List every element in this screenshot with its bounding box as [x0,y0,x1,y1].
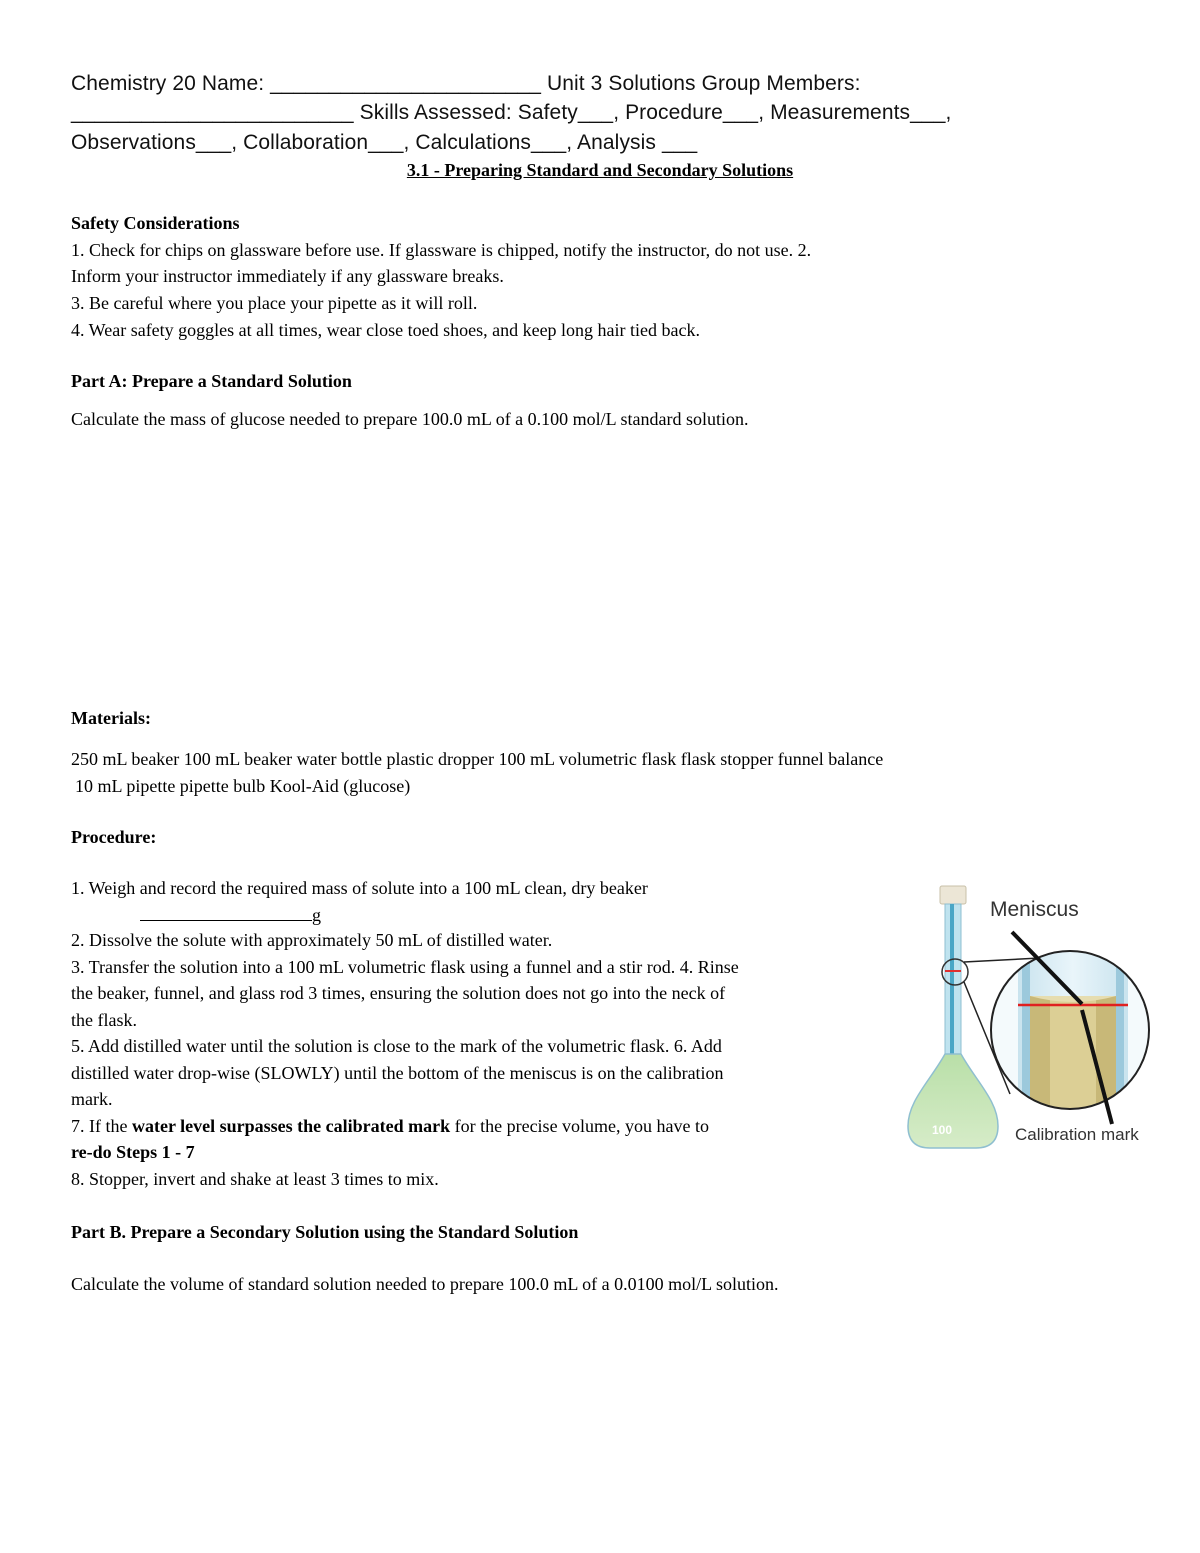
step-7-warning: water level surpasses the calibrated mark [131,1116,451,1136]
materials-line-2: 10 mL pipette pipette bulb Kool-Aid (glucose) [75,776,411,796]
header-line-3: Observations___, Collaboration___, Calculations___, Analysis ___ [71,131,698,154]
calibration-mark-label: Calibration mark [1015,1125,1139,1144]
neck-calibration-line [945,970,961,972]
flask-bulb-shape [908,1054,998,1148]
step-7-prefix: 7. If the [71,1116,132,1136]
step-7-suffix: for the precise volume, you have to [450,1116,710,1136]
header-line-1: Chemistry 20 Name: _______________________ Unit 3 Solutions Group Members: [71,72,861,95]
procedure-step-5-line-2: distilled water drop-wise (SLOWLY) until the bottom of the meniscus is on the calibration [71,1063,724,1083]
safety-line-3: 3. Be careful where you place your pipette as it will roll. [71,293,478,313]
procedure-step-3-line-3: the flask. [71,1010,137,1030]
volumetric-flask-figure [900,876,1175,1152]
meniscus-label: Meniscus [990,898,1079,921]
mass-blank-line [140,904,312,921]
procedure-step-8: 8. Stopper, invert and shake at least 3 times to mix. [71,1169,439,1189]
safety-line-1: 1. Check for chips on glassware before use. If glassware is chipped, notify the instructor, do not use. 2. [71,240,812,260]
document-title: 3.1 - Preparing Standard and Secondary Solutions [406,160,794,180]
materials-line-1: 250 mL beaker 100 mL beaker water bottle plastic dropper 100 mL volumetric flask flask stopper funnel balance [71,749,884,769]
flask-volume-label: 100 [932,1123,953,1137]
zoom-circle-contents [980,936,1170,1126]
procedure-heading: Procedure: [71,827,157,847]
part-b-question: Calculate the volume of standard solution needed to prepare 100.0 mL of a 0.0100 mol/L solution. [71,1274,779,1294]
procedure-step-5-line-3: mark. [71,1089,113,1109]
safety-heading: Safety Considerations [71,213,240,233]
procedure-step-2: 2. Dissolve the solute with approximately 50 mL of distilled water. [71,930,553,950]
safety-line-4: 4. Wear safety goggles at all times, wear close toed shoes, and keep long hair tied back. [71,320,701,340]
part-a-heading: Part A: Prepare a Standard Solution [71,371,352,391]
zoom-connector-top [964,958,1040,962]
procedure-step-3-line-2: the beaker, funnel, and glass rod 3 times, ensuring the solution does not go into the neck of [71,983,726,1003]
procedure-step-5-line-1: 5. Add distilled water until the solution is close to the mark of the volumetric flask. 6. Add [71,1036,722,1056]
procedure-step-7 [71,1116,709,1137]
part-b-heading: Part B. Prepare a Secondary Solution using the Standard Solution [71,1222,579,1242]
procedure-step-1: 1. Weigh and record the required mass of solute into a 100 mL clean, dry beaker [71,878,648,898]
procedure-step-3-line-1: 3. Transfer the solution into a 100 mL volumetric flask using a funnel and a stir rod. 4. Rinse [71,957,739,977]
stopper-shape [940,886,966,904]
procedure-step-7-redo: re-do Steps 1 - 7 [71,1142,195,1162]
mass-answer-field [140,904,321,926]
part-a-question: Calculate the mass of glucose needed to prepare 100.0 mL of a 0.100 mol/L standard solution. [71,409,749,429]
neck-liquid-column [950,904,954,1054]
safety-line-2: Inform your instructor immediately if any glassware breaks. [71,266,504,286]
materials-heading: Materials: [71,708,151,728]
mass-unit: g [312,905,321,925]
header-line-2: ________________________ Skills Assessed: Safety___, Procedure___, Measurements___, [71,101,952,124]
